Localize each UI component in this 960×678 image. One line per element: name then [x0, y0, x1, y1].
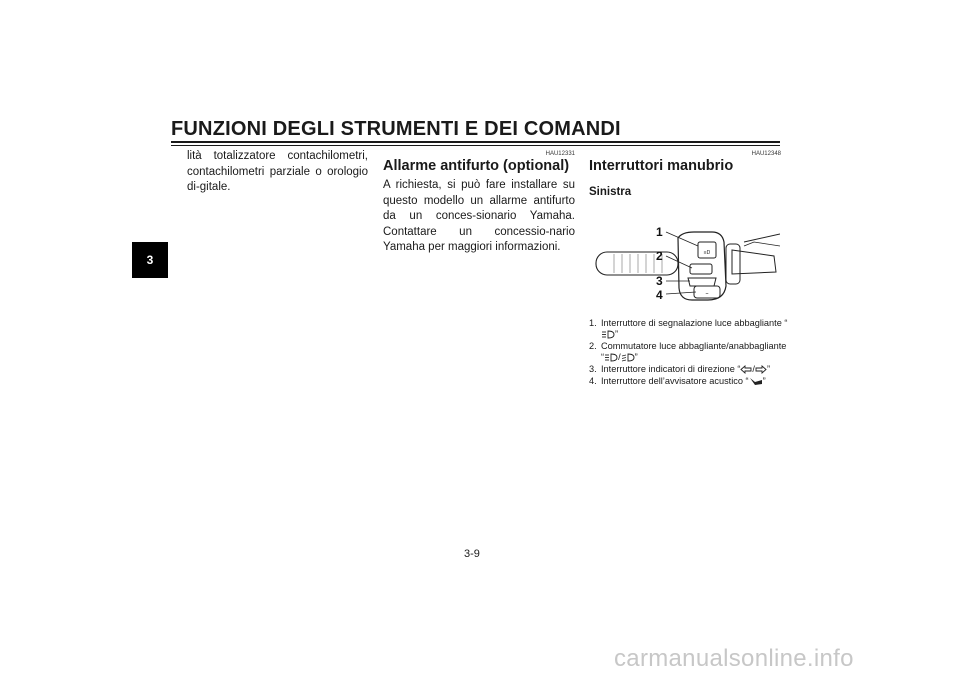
column-2 [383, 151, 575, 256]
callout-1: 1 [656, 225, 663, 239]
page-header-title: FUNZIONI DEGLI STRUMENTI E DEI COMANDI [171, 118, 621, 140]
column-3 [589, 151, 781, 201]
legend-item: 3. Interruttore indicatori di direzione “ / ” [589, 364, 771, 374]
page-number: 3-9 [464, 548, 480, 560]
horn-icon [749, 377, 763, 386]
turn-right-icon [755, 365, 767, 374]
header-rule [171, 141, 780, 143]
low-beam-icon [621, 353, 635, 362]
callout-2: 2 [656, 249, 663, 263]
watermark: carmanualsonline.info [614, 645, 854, 672]
section-code: HAU12331 [545, 151, 575, 157]
legend-item: 4. Interruttore dell’avvisatore acustico “ ” [589, 376, 766, 386]
turn-left-icon [740, 365, 752, 374]
column-1 [187, 149, 368, 196]
chapter-tab: 3 [132, 242, 168, 278]
figure-legend [589, 318, 789, 388]
header-rule-thin [171, 145, 780, 146]
section-title-alarm: Allarme antifurto (optional) [383, 158, 570, 174]
high-beam-icon [604, 353, 618, 362]
legend-item: 2. Commutatore luce abbagliante/anabbagliante “ / ” [589, 341, 787, 362]
high-beam-icon [601, 330, 615, 339]
legend-item: 1. Interruttore di segnalazione luce abbagliante “” [589, 318, 788, 339]
section-code: HAU12348 [751, 151, 781, 157]
section-title-handlebar-switches: Interruttori manubrio [589, 158, 734, 174]
handlebar-left-switch-illustration [594, 224, 780, 306]
callout-4: 4 [656, 288, 663, 302]
subsection-left: Sinistra [589, 186, 632, 198]
svg-text:≡D: ≡D [703, 250, 711, 256]
callout-3: 3 [656, 274, 663, 288]
alarm-paragraph: A richiesta, si può fare installare su questo modello un allarme antifurto da un conces-sionario Yamaha. Contattare un concessio-nario Yamaha per maggiori informazioni. [383, 179, 575, 253]
svg-text:⌣: ⌣ [705, 291, 709, 297]
col1-paragraph: lità totalizzatore contachilometri, contachilometri parziale o orologio di-gitale. [187, 150, 368, 193]
